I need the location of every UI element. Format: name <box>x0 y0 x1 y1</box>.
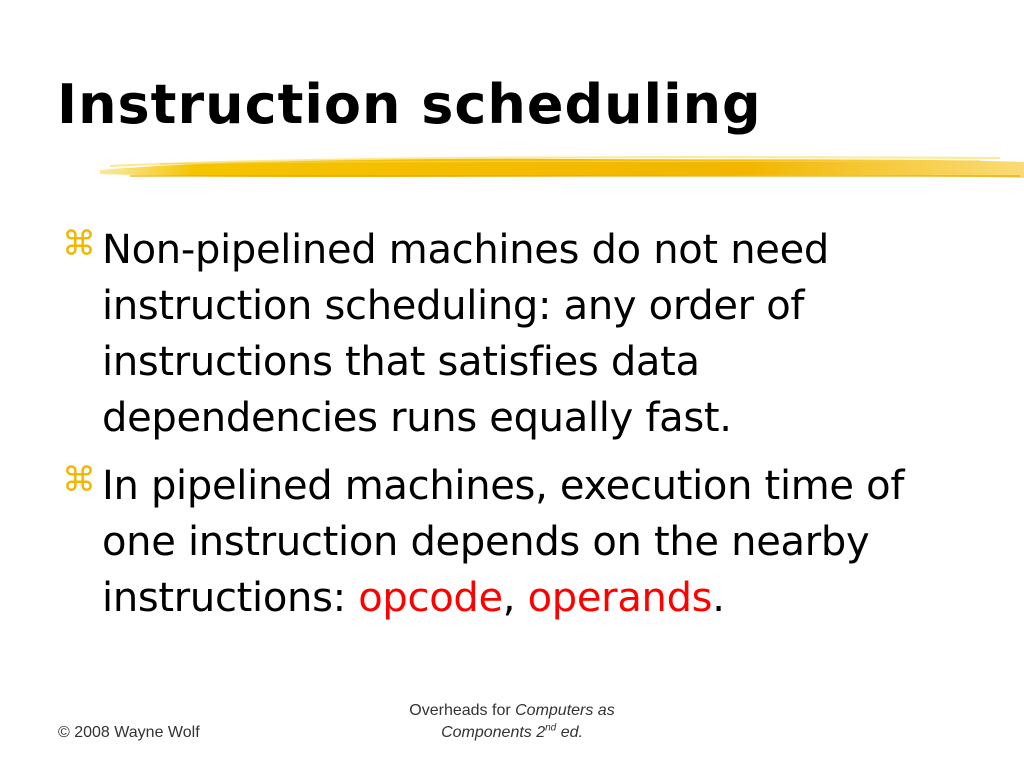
footer-book-title-2: Components 2 <box>441 724 546 741</box>
bullet-item <box>62 222 982 446</box>
highlight-opcode: opcode <box>358 575 503 621</box>
footer-book-title-1: Computers as <box>515 702 615 719</box>
bullet-text: Non-pipelined machines do not need instruction scheduling: any order of instructions that satisfies data dependencies runs equally fast. <box>102 227 829 441</box>
highlight-operands: operands <box>527 575 713 621</box>
footer-book-reference <box>342 700 682 744</box>
slide-title: Instruction scheduling <box>57 73 762 136</box>
title-underline-brushstroke <box>100 148 1024 188</box>
command-icon: ⌘ <box>62 460 96 500</box>
footer-edition-sup: nd <box>545 722 557 734</box>
trailing-text: . <box>712 575 725 621</box>
separator-text: , <box>502 575 528 621</box>
bullet-list <box>62 222 982 638</box>
command-icon: ⌘ <box>62 224 96 264</box>
footer-edition-suffix: ed. <box>556 724 583 741</box>
bullet-text: In pipelined machines, execution time of one instruction depends on the nearby instructions: <box>102 463 905 621</box>
footer-overheads-prefix: Overheads for <box>409 702 516 719</box>
bullet-item <box>62 458 982 626</box>
footer-copyright: © 2008 Wayne Wolf <box>58 724 200 741</box>
